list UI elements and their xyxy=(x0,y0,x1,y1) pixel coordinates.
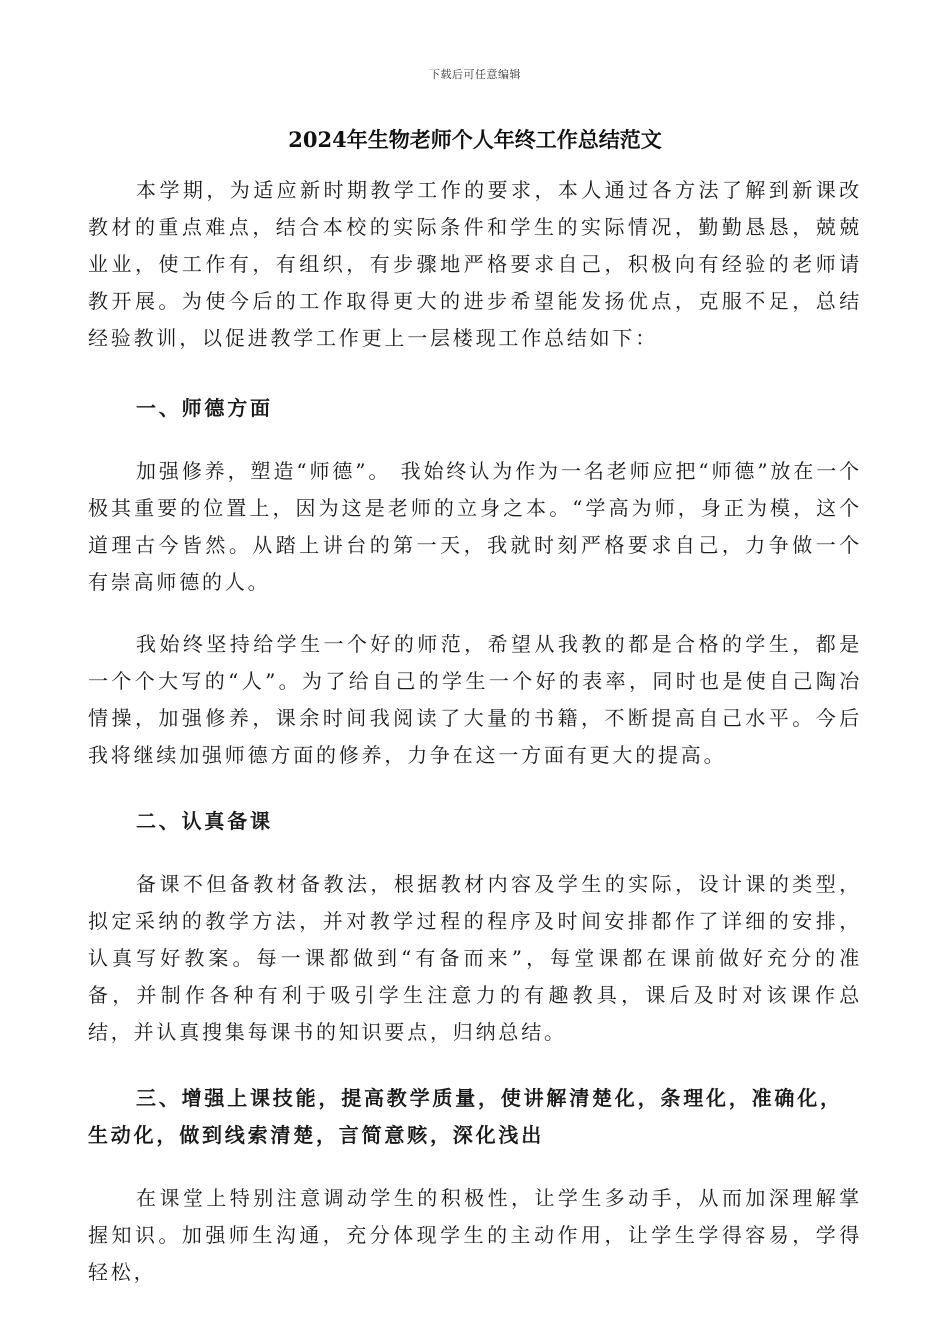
section-heading-teaching-skills: 三、增强上课技能，提高教学质量，使讲解清楚化，条理化，准确化，生动化，做到线索清楚，言简意赅，深化浅出 xyxy=(88,1086,843,1147)
document-title: 2024年生物老师个人年终工作总结范文 xyxy=(288,127,662,152)
intro-paragraph: 本学期，为适应新时期教学工作的要求，本人通过各方法了解到新课改教材的重点难点，结合本校的实际条件和学生的实际情况，勤勤恳恳，兢兢业业，使工作有，有组织，有步骤地严格要求自己，积极向有经验的老师请教开展。为使今后的工作取得更大的进步希望能发扬优点，克服不足，总结经验教训，以促进教学工作更上一层楼现工作总结如下： xyxy=(88,178,862,350)
document-body xyxy=(88,172,862,1291)
lesson-prep-paragraph: 备课不但备教材备教法，根据教材内容及学生的实际，设计课的类型，拟定采纳的教学方法，并对教学过程的程序及时间安排都作了详细的安排，认真写好教案。每一课都做到“有备而来”，每堂课都在课前做好充分的准备，并制作各种有利于吸引学生注意力的有趣教具，课后及时对该课作总结，并认真搜集每课书的知识要点，归纳总结。 xyxy=(88,872,862,1044)
teaching-skills-paragraph: 在课堂上特别注意调动学生的积极性，让学生多动手，从而加深理解掌握知识。加强师生沟通，充分体现学生的主动作用，让学生学得容易，学得轻松， xyxy=(88,1186,862,1284)
header-note: 下载后可任意编辑 xyxy=(429,68,521,81)
ethics-paragraph-2: 我始终坚持给学生一个好的师范，希望从我教的都是合格的学生，都是一个个大写的“人”。为了给自己的学生一个好的表率，同时也是使自己陶冶情操，加强修养，课余时间我阅读了大量的书籍，不断提高自己水平。今后我将继续加强师德方面的修养，力争在这一方面有更大的提高。 xyxy=(88,632,862,767)
section-heading-lesson-prep: 二、认真备课 xyxy=(136,809,273,833)
ethics-paragraph-1: 加强修养，塑造“师德”。 我始终认为作为一名老师应把“师德”放在一个极其重要的位置上，因为这是老师的立身之本。“学高为师，身正为模，这个道理古今皆然。从踏上讲台的第一天，我就时刻严格要求自己，力争做一个有崇高师德的人。 xyxy=(88,459,862,594)
section-heading-ethics: 一、师德方面 xyxy=(136,396,273,420)
